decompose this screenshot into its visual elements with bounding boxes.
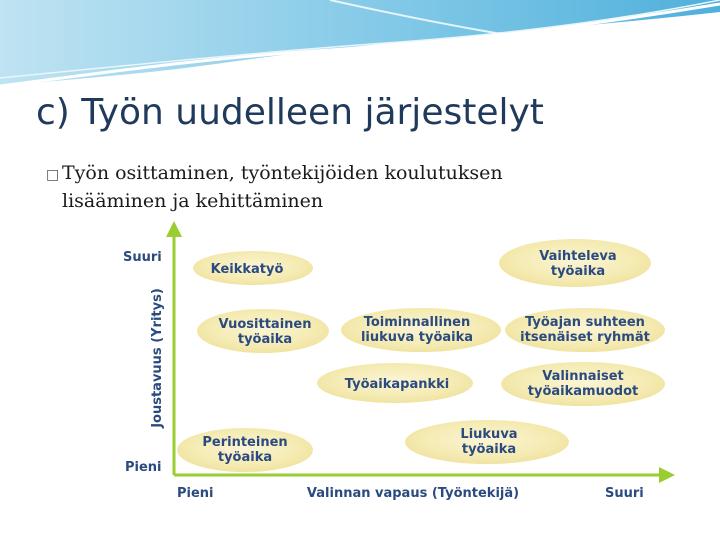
bubble-tyoaikapankki-line-1: Työaikapankki [344, 377, 450, 392]
y-axis-title: Joustavuus (Yritys) [150, 288, 165, 428]
y-top-label: Suuri [123, 250, 162, 265]
bubble-tyoaikapankki [317, 363, 473, 403]
bubble-valinnaiset-line-1: Valinnaiset [542, 369, 624, 384]
bubble-liukuva-line-1: Liukuva [460, 427, 518, 442]
bubble-itsenaiset-line-1: Työajan suhteen [525, 315, 645, 330]
bubble-liukuva-line-2: työaika [461, 442, 517, 457]
bullet-text-line-2: lisääminen ja kehittäminen [62, 190, 324, 212]
x-axis-arrow-icon [659, 467, 675, 483]
x-right-label: Suuri [605, 486, 644, 501]
bubble-perinteinen-line-1: Perinteinen [202, 435, 288, 450]
bubble-vaihteleva-tyoaika [499, 239, 651, 287]
bubble-vuosittainen-line-1: Vuosittainen [218, 317, 312, 332]
bubble-valinnaiset-line-2: työaikamuodot [527, 384, 639, 399]
y-axis-arrow-icon [166, 221, 182, 237]
bubble-itsenaiset-ryhmat [505, 308, 665, 352]
bullet-box-icon: □ [46, 167, 60, 183]
bubble-keikkatyo [193, 251, 313, 285]
bubble-keikkatyo-line-1: Keikkatyö [210, 262, 284, 277]
x-axis-title: Valinnan vapaus (Työntekijä) [306, 486, 520, 501]
x-left-label: Pieni [177, 486, 214, 501]
bullet-paragraph [46, 160, 696, 214]
bubble-itsenaiset-line-2: itsenäiset ryhmät [520, 330, 650, 345]
bubble-vaihteleva-line-1: Vaihteleva [539, 249, 617, 264]
bubble-valinnaiset [501, 362, 665, 406]
bubble-vuosittainen-tyoaika [197, 309, 329, 353]
bubble-perinteinen-line-2: työaika [217, 450, 273, 465]
bubble-vaihteleva-line-2: työaika [550, 264, 606, 279]
bubble-toiminnallinen [341, 308, 501, 352]
bubble-toiminnallinen-line-1: Toiminnallinen [363, 315, 471, 330]
bubble-liukuva [405, 420, 569, 464]
bubble-toiminnallinen-line-2: liukuva työaika [360, 330, 474, 345]
header-decoration [0, 0, 720, 90]
bubble-vuosittainen-line-2: työaika [237, 332, 293, 347]
slide-title: c) Työn uudelleen järjestelyt [36, 92, 544, 133]
bullet-text-line-1: Työn osittaminen, työntekijöiden koulutuksen [62, 162, 503, 184]
y-bottom-label: Pieni [125, 460, 162, 475]
flexibility-diagram [115, 213, 683, 513]
bubble-perinteinen [177, 428, 313, 472]
